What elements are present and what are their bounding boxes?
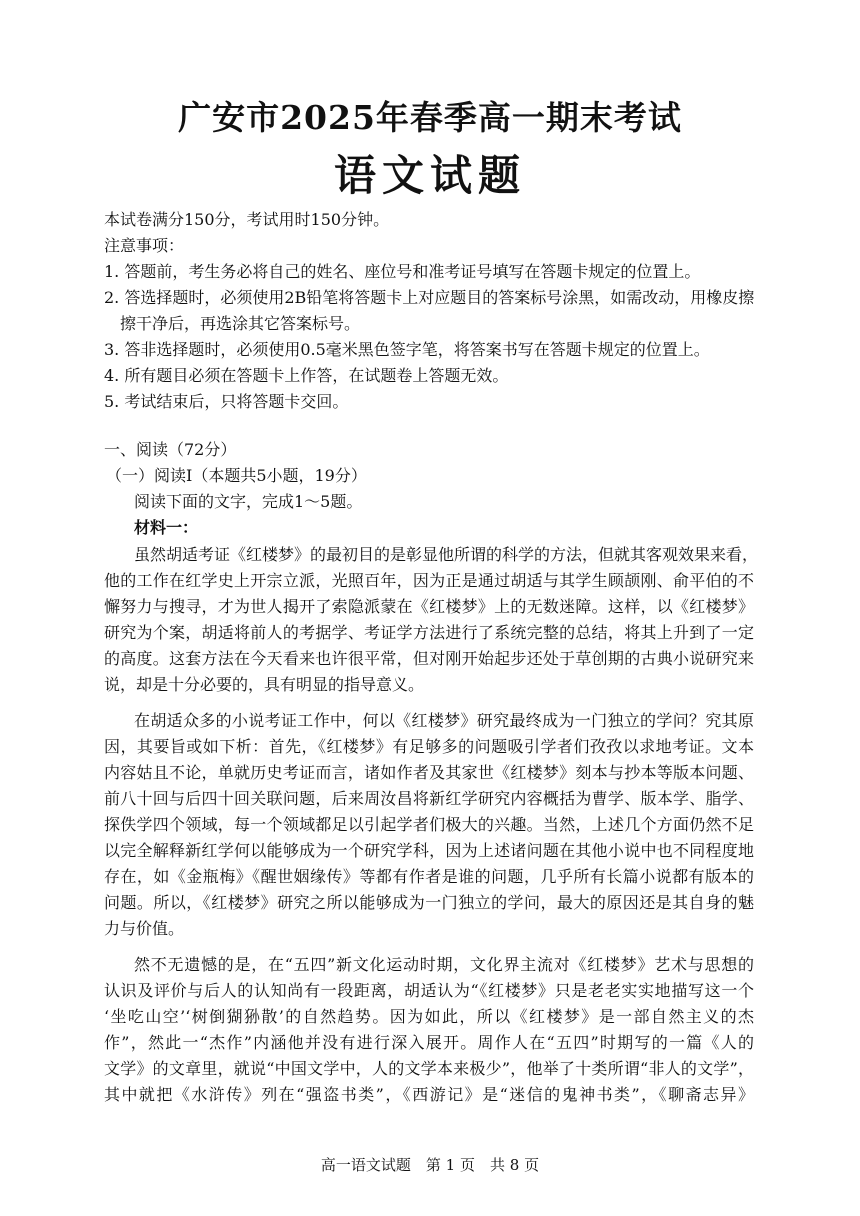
note-item: 3. 答非选择题时，必须使用0.5毫米黑色签字笔，将答案书写在答题卡规定的位置上。 (104, 340, 710, 359)
passage-line: 研究为个案，胡适将前人的考据学、考证学方法进行了系统完整的总结，将其上升到了一定 (104, 623, 754, 642)
note-item: 1. 答题前，考生务必将自己的姓名、座位号和准考证号填写在答题卡规定的位置上。 (104, 262, 701, 281)
exam-subject-title: 语文试题 (333, 151, 526, 200)
reading-instruction: 阅读下面的文字，完成1～5题。 (134, 492, 363, 511)
material-label: 材料一： (134, 518, 199, 537)
passage-line: 探佚学四个领域，每一个领域都足以引起学者们极大的兴趣。当然，上述几个方面仍然不足 (104, 815, 754, 834)
notes-title: 注意事项： (104, 236, 185, 255)
passage-line: 存在，如《金瓶梅》《醒世姻缘传》等都有作者是谁的问题，几乎所有长篇小说都有版本的 (104, 867, 754, 886)
note-item: 4. 所有题目必须在答题卡上作答，在试题卷上答题无效。 (104, 366, 509, 385)
passage-line: 作”，然此一“杰作”内涵他并没有进行深入展开。周作人在“五四”时期写的一篇《人的 (104, 1033, 754, 1052)
passage-line: 认识及评价与后人的认知尚有一段距离，胡适认为“《红楼梦》只是老老实实地描写这一个 (104, 981, 754, 1000)
section-heading: 一、阅读（72分） (104, 440, 237, 459)
passage-line: 因，其要旨或如下析：首先，《红楼梦》有足够多的问题吸引学者们孜孜以求地考证。文本 (104, 737, 754, 756)
note-item-continued: 擦干净后，再选涂其它答案标号。 (120, 314, 361, 333)
passage-line: 以完全解释新红学何以能够成为一个研究学科，因为上述诸问题在其他小说中也不同程度地 (104, 841, 754, 860)
page-footer: 高一语文试题 第 1 页 共 8 页 (320, 1156, 540, 1174)
passage-line: 在胡适众多的小说考证工作中，何以《红楼梦》研究最终成为一门独立的学问？究其原 (134, 711, 754, 730)
exam-info: 本试卷满分150分，考试用时150分钟。 (104, 210, 390, 229)
passage-line: 其中就把《水浒传》列在“强盗书类”，《西游记》是“迷信的鬼神书类”，《聊斋志异》 (104, 1085, 754, 1104)
passage-line: 然不无遗憾的是，在“五四”新文化运动时期，文化界主流对《红楼梦》艺术与思想的 (134, 955, 754, 974)
note-item: 2. 答选择题时，必须使用2B铅笔将答题卡上对应题目的答案标号涂黑，如需改动，用橡皮擦 (104, 288, 755, 307)
passage-line: 的高度。这套方法在今天看来也许很平常，但对刚开始起步还处于草创期的古典小说研究来 (104, 649, 754, 668)
note-item: 5. 考试结束后，只将答题卡交回。 (104, 392, 349, 411)
passage-line: ‘坐吃山空’‘树倒猢狲散’的自然趋势。因为如此，所以《红楼梦》是一部自然主义的杰 (104, 1007, 754, 1026)
passage-line: 问题。所以，《红楼梦》研究之所以能够成为一门独立的学问，最大的原因还是其自身的魅 (104, 893, 754, 912)
passage-line: 虽然胡适考证《红楼梦》的最初目的是彰显他所谓的科学的方法，但就其客观效果来看， (134, 545, 759, 564)
passage-line: 说，却是十分必要的，具有明显的指导意义。 (104, 675, 425, 694)
passage-line: 力与价值。 (104, 919, 185, 938)
exam-title: 广安市2025年春季高一期末考试 (178, 98, 682, 137)
passage-line: 他的工作在红学史上开宗立派，光照百年，因为正是通过胡适与其学生顾颉刚、俞平伯的不 (104, 571, 754, 590)
subsection-heading: （一）阅读Ⅰ（本题共5小题，19分） (106, 466, 367, 485)
passage-line: 懈努力与搜寻，才为世人揭开了索隐派蒙在《红楼梦》上的无数迷障。这样，以《红楼梦》 (104, 597, 754, 616)
passage-line: 内容姑且不论，单就历史考证而言，诸如作者及其家世《红楼梦》刻本与抄本等版本问题、 (104, 763, 754, 782)
passage-line: 前八十回与后四十回关联问题，后来周汝昌将新红学研究内容概括为曹学、版本学、脂学、 (104, 789, 754, 808)
passage-line: 文学》的文章里，就说“中国文学中，人的文学本来极少”，他举了十类所谓“非人的文学”， (104, 1059, 754, 1078)
